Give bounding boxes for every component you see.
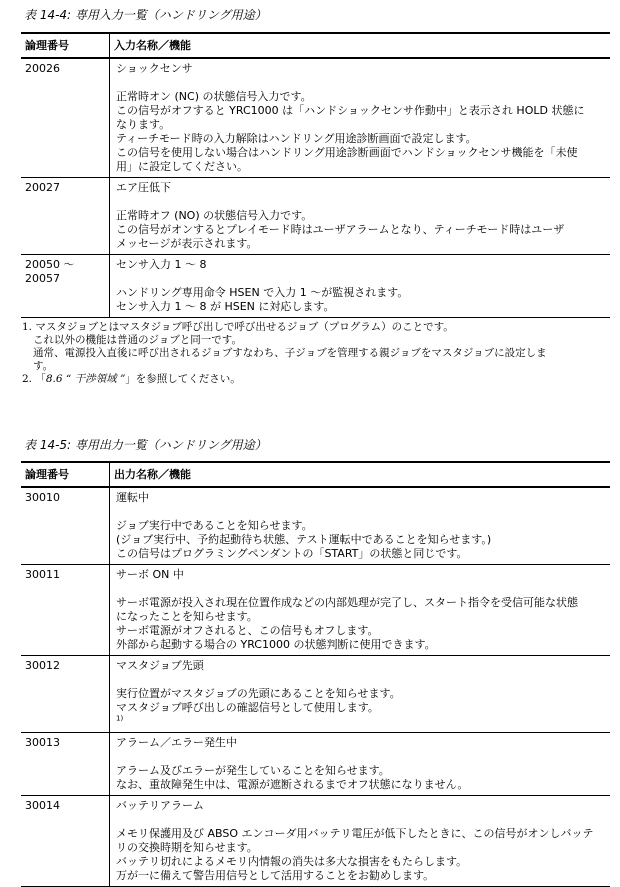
- signal-name: 運転中: [116, 491, 149, 504]
- table-row: [21, 58, 610, 178]
- number-text: 20050 ～: [25, 258, 75, 271]
- table-header-row: [21, 33, 610, 58]
- table-row: [21, 178, 610, 255]
- description-line: 正常時オフ (NO) の状態信号入力です。: [116, 209, 313, 222]
- description-line: センサ入力 1 ～ 8 が HSEN に対応します。: [116, 300, 335, 313]
- logical-number: [21, 796, 110, 887]
- logical-number: [21, 565, 110, 656]
- description-line: メッセージが表示されます。: [116, 237, 258, 250]
- number-text: 30013: [25, 736, 60, 749]
- description-line: この信号を使用しない場合はハンドリング用途診断画面でハンドショックセンサ機能を「未使: [116, 146, 578, 159]
- signal-cell: [110, 656, 611, 733]
- signal-name: マスタジョブ先頭: [116, 659, 204, 672]
- number-text: 30014: [25, 799, 60, 812]
- footnote-2-prefix: 2. 「: [22, 373, 46, 385]
- description-line: (ジョブ実行中、予約起動待ち状態、テスト運転中であることを知らせます。): [116, 533, 492, 546]
- table-row: [21, 733, 610, 796]
- input-signal-table: [21, 32, 610, 318]
- header-name-function: 出力名称／機能: [110, 462, 611, 487]
- table-row: [21, 487, 610, 565]
- description-line: 万が一に備えて警告用信号として活用することをお勧めします。: [116, 869, 435, 882]
- description-line: になったことを知らせます。: [116, 610, 258, 623]
- footnote-1-line: これ以外の機能は普通のジョブと同一です。: [33, 334, 242, 346]
- logical-number: [21, 487, 110, 565]
- logical-number: [21, 656, 110, 733]
- description-line: バッテリ切れによるメモリ内情報の消失は多大な損害をもたらします。: [116, 855, 468, 868]
- number-text: 20027: [25, 181, 60, 194]
- signal-description: [116, 90, 606, 174]
- table2-caption: 表 14-5: 専用出力一覧（ハンドリング用途）: [24, 438, 267, 452]
- description-line: 実行位置がマスタジョブの先頭にあることを知らせます。: [116, 687, 401, 700]
- number-text: 20057: [25, 272, 60, 285]
- signal-name: センサ入力 1 ～ 8: [116, 258, 207, 271]
- signal-description: [116, 209, 606, 251]
- header-logical-number: 論理番号: [21, 462, 110, 487]
- signal-cell: [110, 58, 611, 178]
- signal-name: バッテリアラーム: [116, 799, 204, 812]
- signal-cell: [110, 565, 611, 656]
- signal-cell: [110, 733, 611, 796]
- table-row: [21, 656, 610, 733]
- footnote-marker: 1): [116, 714, 124, 723]
- signal-description: [116, 687, 606, 729]
- footnotes: [22, 321, 612, 386]
- signal-description: [116, 519, 606, 561]
- description-line: リの交換時期を知らせます。: [116, 841, 258, 854]
- signal-description: [116, 286, 606, 314]
- description-line: メモリ保護用及び ABSO エンコーダ用バッテリ電圧が低下したときに、この信号がオンしバッテ: [116, 827, 594, 840]
- signal-description: [116, 827, 606, 883]
- signal-cell: [110, 487, 611, 565]
- signal-name: サーボ ON 中: [116, 568, 184, 581]
- signal-name: アラーム／エラー発生中: [116, 736, 237, 749]
- description-line: この信号がオンするとプレイモード時はユーザアラームとなり、ティーチモード時はユーザ: [116, 223, 565, 236]
- logical-number: [21, 58, 110, 178]
- signal-name: エア圧低下: [116, 181, 171, 194]
- signal-cell: [110, 796, 611, 887]
- footnote-1: 1. マスタジョブとはマスタジョブ呼び出しで呼び出せるジョブ（プログラム）のことです。: [22, 321, 454, 333]
- footnote-1-line: す。: [33, 360, 54, 372]
- output-signal-table: [21, 461, 610, 887]
- description-line: なお、重故障発生中は、電源が遮断されるまでオフ状態になりません。: [116, 778, 469, 791]
- footnote-2: [22, 373, 612, 386]
- number-text: 20026: [25, 62, 60, 75]
- description-line: サーボ電源が投入され現在位置作成などの内部処理が完了し、スタート指令を受信可能な状態: [116, 596, 578, 609]
- logical-number: [21, 178, 110, 255]
- description-line: ジョブ実行中であることを知らせます。: [116, 519, 313, 532]
- footnote-2-suffix: 」を参照してください。: [125, 373, 241, 385]
- description-line: 外部から起動する場合の YRC1000 の状態判断に使用できます。: [116, 638, 436, 651]
- description-line: ティーチモード時の入力解除はハンドリング用途診断画面で設定します。: [116, 132, 477, 145]
- number-text: 30011: [25, 568, 60, 581]
- table-row: [21, 255, 610, 318]
- table-header-row: [21, 462, 610, 487]
- signal-cell: [110, 255, 611, 318]
- logical-number: [21, 733, 110, 796]
- table1-caption: 表 14-4: 専用入力一覧（ハンドリング用途）: [24, 8, 267, 22]
- description-line: アラーム及びエラーが発生していることを知らせます。: [116, 764, 390, 777]
- signal-description: [116, 764, 606, 792]
- table-row: [21, 796, 610, 887]
- signal-cell: [110, 178, 611, 255]
- signal-description: [116, 596, 606, 652]
- cross-reference-link[interactable]: 8.6 “ 干渉領域 ”: [45, 373, 126, 385]
- description-line: 正常時オン (NC) の状態信号入力です。: [116, 90, 312, 103]
- header-logical-number: 論理番号: [21, 33, 110, 58]
- description-line: ハンドリング専用命令 HSEN で入力 1 ～が監視されます。: [116, 286, 409, 299]
- description-text: マスタジョブ呼び出しの確認信号として使用します。: [116, 701, 379, 714]
- description-line: [116, 701, 606, 729]
- logical-number: [21, 255, 110, 318]
- footnote-1-line: 通常、電源投入直後に呼び出されるジョブすなわち、子ジョブを管理する親ジョブをマスタジョブに設定しま: [33, 347, 547, 359]
- header-name-function: 入力名称／機能: [110, 33, 611, 58]
- description-line: なります。: [116, 118, 171, 131]
- description-line: この信号はプログラミングペンダントの「START」の状態と同じです。: [116, 547, 468, 560]
- table-row: [21, 565, 610, 656]
- signal-name: ショックセンサ: [116, 62, 193, 75]
- description-line: この信号がオフすると YRC1000 は「ハンドショックセンサ作動中」と表示され HOLD 状態に: [116, 104, 585, 117]
- number-text: 30010: [25, 491, 60, 504]
- number-text: 30012: [25, 659, 60, 672]
- description-line: 用」に設定してください。: [116, 160, 248, 173]
- description-line: サーボ電源がオフされると、この信号もオフします。: [116, 624, 379, 637]
